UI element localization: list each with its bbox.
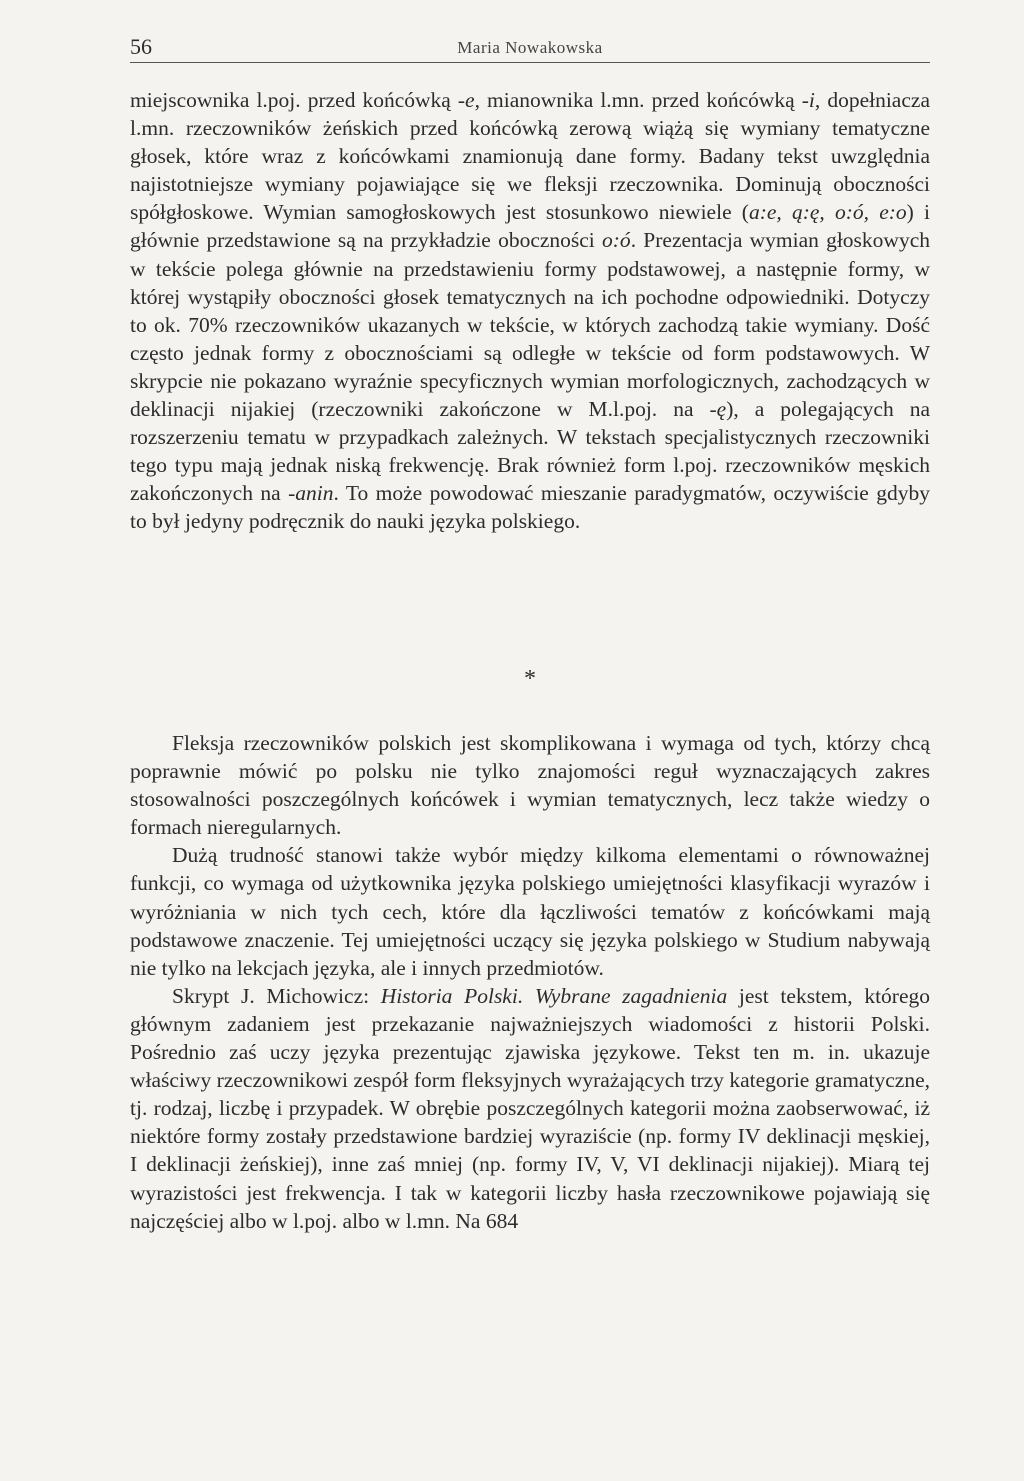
section-conclusion <box>130 729 930 1235</box>
section-continued <box>130 86 930 536</box>
running-title: Maria Nowakowska <box>457 38 603 57</box>
page-header <box>130 32 930 63</box>
paragraph-inflection: Fleksja rzeczowników polskich jest skomplikowana i wymaga od tych, którzy chcą poprawnie mówić po polsku nie tylko znajomości reguł wyznaczających zakres stosowalności poszczególnych końcówek i wymian tematycznych, lecz także wiedzy o formach nieregularnych. <box>130 731 930 840</box>
section-separator: * <box>524 666 536 692</box>
paragraph-textbook: Skrypt J. Michowicz: Historia Polski. Wybrane zagadnienia jest tekstem, którego głównym zadaniem jest przekazanie najważniejszych wiadomości z historii Polski. Pośrednio zaś uczy języka prezentując zjawiska językowe. Tekst ten m. in. ukazuje właściwy rzeczownikowi zespół form fleksyjnych wyrażających trzy kategorie gramatyczne, tj. rodzaj, liczbę i przypadek. W obrębie poszczególnych kategorii można zaobserwować, iż niektóre formy zostały przedstawione bardziej wyraziście (np. formy IV deklinacji męskiej, I deklinacji żeńskiej), inne zaś mniej (np. formy IV, V, VI deklinacji nijakiej). Miarą tej wyrazistości jest frekwencja. I tak w kategorii liczby hasła rzeczownikowe pojawiają się najczęściej albo w l.poj. albo w l.mn. Na 684 <box>130 983 931 1233</box>
paragraph-alternations: miejscownika l.poj. przed końcówką -e, mianownika l.mn. przed końcówką -i, dopełniacza l.mn. rzeczowników żeńskich przed końcówką zerową wiążą się wymiany tematyczne głosek, które wraz z końcówkami znamionują dane formy. Badany tekst uwzględnia najistotniejsze wymiany pojawiające się we fleksji rzeczownika. Dominują oboczności spółgłoskowe. Wymian samogłoskowych jest stosunkowo niewiele (a:e, ą:ę, o:ó, e:o) i głównie przedstawione są na przykładzie oboczności o:ó. Prezentacja wymian głoskowych w tekście polega głównie na przedstawieniu formy podstawowej, a następnie formy, w której wystąpiły oboczności głosek tematycznych na ich pochodne odpowiedniki. Dotyczy to ok. 70% rzeczowników ukazanych w tekście, w których zachodzą takie wymiany. Dość często jednak formy z obocznościami są odległe w tekście od form podstawowych. W skrypcie nie pokazano wyraźnie specyficznych wymian morfologicznych, zachodzących w deklinacji nijakiej (rzeczowniki zakończone w M.l.poj. na -ę), a polegających na rozszerzeniu tematu w przypadkach zależnych. W tekstach specjalistycznych rzeczowniki tego typu mają jednak niską frekwencję. Brak również form l.poj. rzeczowników męskich zakończonych na -anin. To może powodować mieszanie paradygmatów, oczywiście gdyby to był jedyny podręcznik do nauki języka polskiego. <box>130 88 931 534</box>
page-number: 56 <box>130 34 152 59</box>
paragraph-difficulty: Dużą trudność stanowi także wybór między kilkoma elementami o równoważnej funkcji, co wymaga od użytkownika języka polskiego umiejętności klasyfikacji wyrazów i wyróżniania w nich tych cech, które dla łączliwości tematów z końcówkami mają podstawowe znaczenie. Tej umiejętności uczący się języka polskiego w Studium nabywają nie tylko na lekcjach języka, ale i innych przedmiotów. <box>130 843 930 980</box>
